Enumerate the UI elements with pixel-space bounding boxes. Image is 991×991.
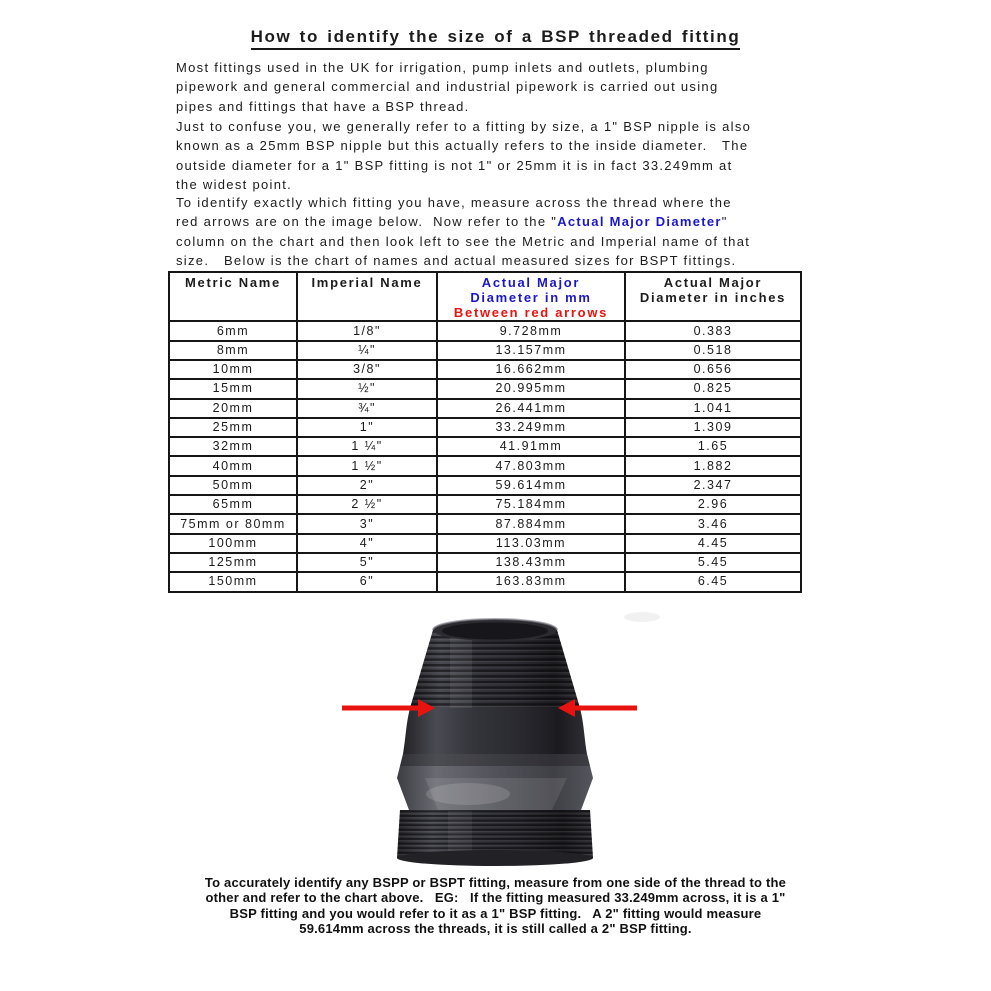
table-cell: 32mm (169, 437, 297, 456)
text-line: 59.614mm across the threads, it is still called a 2" BSP fitting. (299, 921, 692, 937)
text-line: other and refer to the chart above. EG: If the fitting measured 33.249mm across, it is a 1" (205, 890, 786, 906)
table-cell: 163.83mm (437, 572, 625, 591)
paragraph-confusion (176, 117, 856, 195)
text-line: To accurately identify any BSPP or BSPT fitting, measure from one side of the thread to the (204, 875, 787, 890)
footer-note (120, 875, 871, 937)
red-arrow-left-icon (342, 699, 435, 717)
table-cell: 1.309 (625, 418, 801, 437)
fitting-body (397, 619, 593, 866)
text-line: column on the chart and then look left to see the Metric and Imperial name of that (176, 233, 751, 249)
paragraph-identify (176, 193, 856, 271)
table-cell: 25mm (169, 418, 297, 437)
table-cell: 0.383 (625, 321, 801, 340)
table-cell: 47.803mm (437, 456, 625, 475)
bsp-size-table (168, 271, 802, 593)
table-cell: 9.728mm (437, 321, 625, 340)
table-row (169, 399, 801, 418)
table-row (169, 379, 801, 398)
table-cell: 2.96 (625, 495, 801, 514)
table-cell: 100mm (169, 534, 297, 553)
table-cell: 6.45 (625, 572, 801, 591)
table-cell: 26.441mm (437, 399, 625, 418)
fitting-photo (330, 608, 670, 872)
table-cell: 0.656 (625, 360, 801, 379)
table-cell: 138.43mm (437, 553, 625, 572)
table-row (169, 534, 801, 553)
table-cell: 4.45 (625, 534, 801, 553)
table-cell: 15mm (169, 379, 297, 398)
table-body (169, 321, 801, 591)
table-cell: 1.882 (625, 456, 801, 475)
table-cell: 5.45 (625, 553, 801, 572)
table-cell: 75.184mm (437, 495, 625, 514)
table-cell: 1 ½" (297, 456, 437, 475)
table-cell: 1 ¼" (297, 437, 437, 456)
table-cell: 6" (297, 572, 437, 591)
table-cell: 5" (297, 553, 437, 572)
table-cell: ½" (297, 379, 437, 398)
table-row (169, 456, 801, 475)
table-cell: 65mm (169, 495, 297, 514)
table-cell: 20.995mm (437, 379, 625, 398)
header-mm-line3: Between red arrows (453, 304, 609, 320)
table-cell: 2.347 (625, 476, 801, 495)
table-cell: 87.884mm (437, 514, 625, 533)
text-line: BSP fitting and you would refer to it as a 1" BSP fitting. A 2" fitting would measure (229, 905, 762, 921)
table-cell: 20mm (169, 399, 297, 418)
table-cell: 1.041 (625, 399, 801, 418)
text-line: To identify exactly which fitting you have, measure across the thread where the (176, 195, 732, 210)
table-cell: 6mm (169, 321, 297, 340)
table-row (169, 341, 801, 360)
header-imperial-name: Imperial Name (297, 272, 437, 321)
table-cell: 3" (297, 514, 437, 533)
table-cell: 4" (297, 534, 437, 553)
photo-artifact (624, 612, 660, 622)
table-cell: 2 ½" (297, 495, 437, 514)
header-mm-line1: Actual Major (481, 275, 581, 290)
table-cell: 0.825 (625, 379, 801, 398)
text-line: pipework and general commercial and industrial pipework is carried out using (176, 79, 719, 95)
table-row (169, 476, 801, 495)
table-cell: 75mm or 80mm (169, 514, 297, 533)
table-cell: 3.46 (625, 514, 801, 533)
table-cell: 150mm (169, 572, 297, 591)
table-cell: 41.91mm (437, 437, 625, 456)
text-line: size. Below is the chart of names and actual measured sizes for BSPT fittings. (176, 253, 737, 269)
table-cell: ¼" (297, 341, 437, 360)
table-cell: 40mm (169, 456, 297, 475)
table-cell: 1/8" (297, 321, 437, 340)
table-row (169, 514, 801, 533)
table-cell: 59.614mm (437, 476, 625, 495)
table-cell: 10mm (169, 360, 297, 379)
table-row (169, 321, 801, 340)
header-metric-name: Metric Name (169, 272, 297, 321)
table-cell: 1.65 (625, 437, 801, 456)
text-line: Just to confuse you, we generally refer to a fitting by size, a 1" BSP nipple is also (176, 119, 752, 134)
paragraph-intro (176, 58, 856, 116)
table-cell: 33.249mm (437, 418, 625, 437)
threaded-nipple-illustration (330, 608, 670, 872)
table-row (169, 495, 801, 514)
page-title-text: How to identify the size of a BSP threaded fitting (251, 27, 741, 50)
table-cell: 0.518 (625, 341, 801, 360)
header-inches-line2: Diameter in inches (639, 289, 787, 305)
text-line: Most fittings used in the UK for irrigation, pump inlets and outlets, plumbing (176, 60, 709, 75)
table-row (169, 437, 801, 456)
text-line: known as a 25mm BSP nipple but this actually refers to the inside diameter. The (176, 138, 749, 154)
text-line: pipes and fittings that have a BSP thread. (176, 98, 470, 114)
table-cell: 2" (297, 476, 437, 495)
table-row (169, 553, 801, 572)
header-inches-line1: Actual Major (663, 275, 763, 290)
table-row (169, 572, 801, 591)
table-cell: 1" (297, 418, 437, 437)
table-cell: 16.662mm (437, 360, 625, 379)
text-line: the widest point. (176, 177, 293, 193)
header-actual-major-diameter-mm (437, 272, 625, 321)
page-title (0, 27, 991, 47)
table-row (169, 360, 801, 379)
header-actual-major-diameter-inches (625, 272, 801, 321)
table-cell: 113.03mm (437, 534, 625, 553)
table-cell: 13.157mm (437, 341, 625, 360)
table-cell: ¾" (297, 399, 437, 418)
text-line: red arrows are on the image below. Now refer to the "Actual Major Diameter" (176, 214, 728, 230)
table-header-row (169, 272, 801, 321)
table-cell: 3/8" (297, 360, 437, 379)
table-cell: 50mm (169, 476, 297, 495)
table-cell: 125mm (169, 553, 297, 572)
header-mm-line2: Diameter in mm (470, 289, 592, 305)
table-cell: 8mm (169, 341, 297, 360)
text-line: outside diameter for a 1" BSP fitting is not 1" or 25mm it is in fact 33.249mm at (176, 157, 733, 173)
table-row (169, 418, 801, 437)
